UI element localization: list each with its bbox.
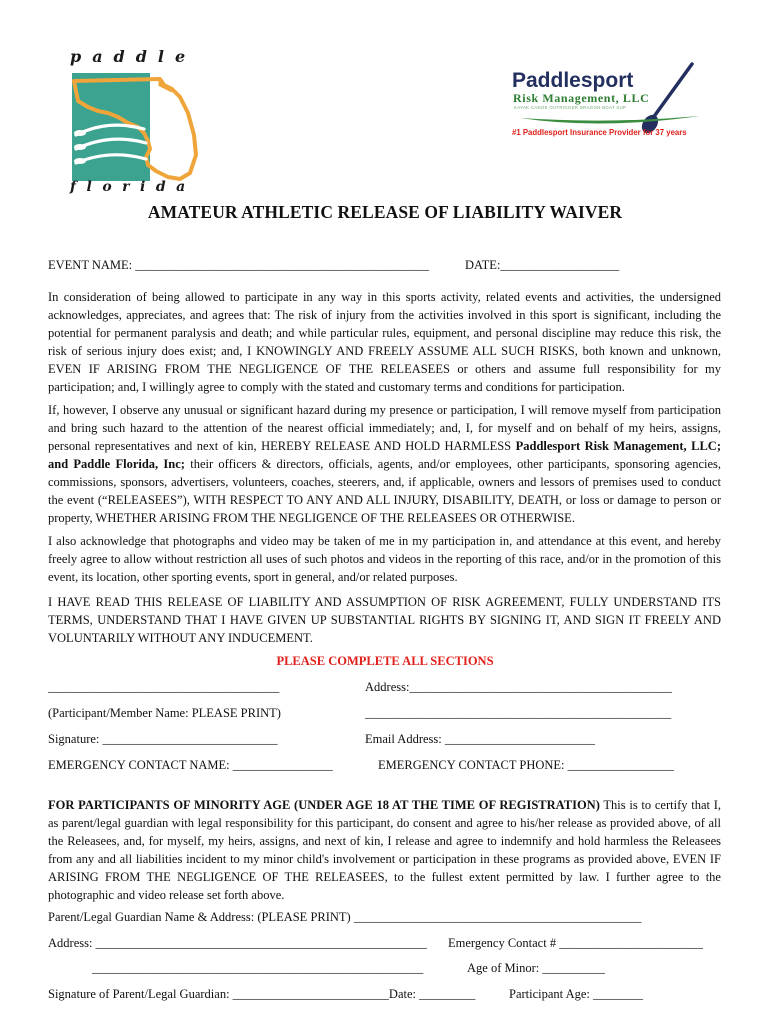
paddlesport-logo-graphic: [500, 58, 730, 140]
participant-address-line2: _________________________________________________: [365, 706, 672, 720]
participant-address-field: Address:__________________________________________: [365, 680, 672, 694]
participant-name-caption: (Participant/Member Name: PLEASE PRINT): [48, 706, 281, 720]
guardian-name-address-field: Parent/Legal Guardian Name & Address: (PLEASE PRINT) ______________________________________________: [48, 910, 642, 924]
participant-age-field: Participant Age: ________: [509, 987, 644, 1001]
section-heading: PLEASE COMPLETE ALL SECTIONS: [276, 654, 494, 668]
svg-text:Risk Management, LLC: Risk Management, LLC: [513, 91, 650, 105]
paddle-florida-logo: [60, 45, 200, 195]
svg-text:#1 Paddlesport Insurance Provi: #1 Paddlesport Insurance Provider for 37 years: [512, 128, 687, 137]
photo-release-paragraph: I also acknowledge that photographs and video may be taken of me in my participation in, and attendance at this event, and hereby freely agree to allow without restriction all uses of such photos and videos in the reporting of this race, and/or in the promotion of this event, its location, other sporting events, sport in general, and/or related purposes.: [48, 534, 721, 584]
guardian-address-field: Address: _____________________________________________________: [48, 936, 427, 950]
emergency-contact-name-field: EMERGENCY CONTACT NAME: ________________: [48, 758, 333, 772]
minor-consent-text: This is to certify that I, as parent/legal guardian with legal responsibility for this participant, do consent and agree to his/her release as provided above, of all the Releasees, and, for myself, my heirs, assigns, and next of kin, I release and agree to indemnify and hold harmless the Releasees from any and all liabilities incident to my minor child's involvement or participation in these programs as provided above, EVEN IF ARISING FROM THE NEGLIGENCE OF THE RELEASEES, to the fullest extent permitted by law. I further agree to the photographic and video release set forth above.: [48, 798, 721, 902]
svg-text:florida: florida: [70, 179, 196, 195]
minor-age-field: Age of Minor: __________: [467, 961, 605, 975]
date-field: DATE:___________________: [465, 258, 620, 272]
minor-consent-paragraph: [48, 796, 721, 904]
guardian-address-line2: _____________________________________________________: [92, 961, 424, 975]
paddle-florida-logo-graphic: [60, 45, 200, 195]
paddlesport-logo: [500, 58, 730, 140]
participant-email-field: Email Address: ________________________: [365, 732, 595, 746]
consideration-paragraph: In consideration of being allowed to participate in any way in this sports activity, related events and activities, the undersigned acknowledges, appreciates, and agrees that: The risk of injury from the activities involved in this sport is significant, including the potential for permanent paralysis and death; and while particular rules, equipment, and personal discipline may reduce this risk, the risk of serious injury does exist; and, I KNOWINGLY AND FREELY ASSUME ALL SUCH RISKS, both known and unknown, EVEN IF ARISING FROM THE NEGLIGENCE OF THE RELEASEES or others and assume full responsibility for my participation; and, I willingly agree to comply with the stated and customary terms and conditions for participation.: [48, 290, 721, 394]
participant-signature-field: Signature: ____________________________: [48, 732, 278, 746]
guardian-emergency-contact-field: Emergency Contact # _______________________: [448, 936, 703, 950]
svg-text:Paddlesport: Paddlesport: [512, 69, 634, 92]
svg-text:paddle: paddle: [70, 47, 197, 66]
participant-name-line: _____________________________________: [48, 680, 280, 694]
release-text-end: their officers & directors, officials, agents, and/or employees, other participants, sponsoring agencies, commissions, sponsors, advertisers, volunteers, coaches, steerers, and, if applicable, owners and lessors of premises used to conduct the event (“RELEASEES”), WITH RESPECT TO ANY AND ALL INJURY, DISABILITY, DEATH, or loss or damage to person or property, WHETHER ARISING FROM THE NEGLIGENCE OF THE RELEASEES OR OTHERWISE.: [48, 457, 722, 525]
release-text-start: If, however, I observe any unusual or significant hazard during my presence or participation, I will remove myself from participation and bring such hazard to the attention of the nearest official immediately; and, I, for myself and on behalf of my heirs, assigns, personal representatives and next of kin, HEREBY RELEASE AND HOLD HARMLESS: [48, 403, 721, 453]
releasees-names: Paddlesport Risk Management, LLC; and Paddle Florida, Inc;: [48, 439, 721, 471]
acknowledgement-paragraph: I HAVE READ THIS RELEASE OF LIABILITY AND ASSUMPTION OF RISK AGREEMENT, FULLY UNDERSTAND ITS TERMS, UNDERSTAND THAT I HAVE GIVEN UP SUBSTANTIAL RIGHTS BY SIGNING IT, AND SIGN IT FREELY AND VOLUNTARILY WITHOUT ANY INDUCEMENT.: [48, 595, 721, 645]
event-name-field: EVENT NAME: _______________________________________________: [48, 258, 430, 272]
release-paragraph: [48, 401, 721, 527]
emergency-contact-phone-field: EMERGENCY CONTACT PHONE: _________________: [378, 758, 674, 772]
minor-consent-heading: FOR PARTICIPANTS OF MINORITY AGE (UNDER AGE 18 AT THE TIME OF REGISTRATION): [48, 798, 600, 812]
svg-text:KAYAK CANOE OUTRIGGER DRAGON B: KAYAK CANOE OUTRIGGER DRAGON BOAT SUP: [514, 105, 627, 110]
guardian-signature-date-field: Signature of Parent/Legal Guardian: _________________________Date: _________: [48, 987, 476, 1001]
document-title: AMATEUR ATHLETIC RELEASE OF LIABILITY WAIVER: [147, 202, 623, 222]
